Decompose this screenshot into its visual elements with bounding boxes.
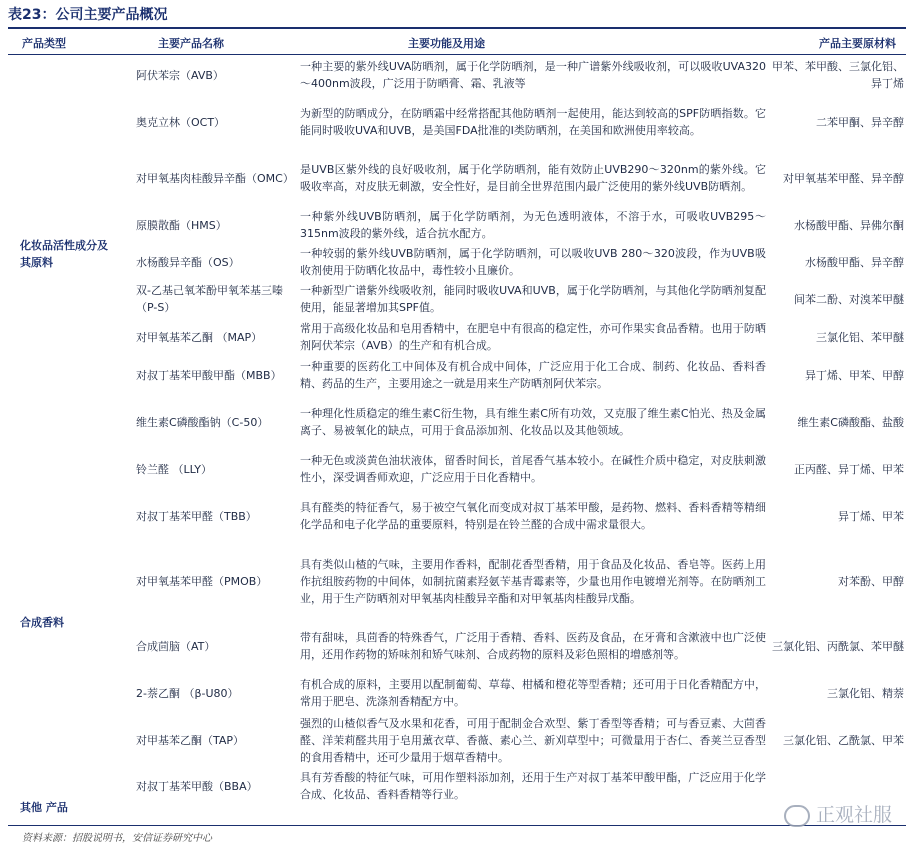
table-row: [8, 280, 906, 318]
table-row: [8, 206, 906, 244]
chat-logo-icon: [784, 805, 810, 827]
product-use: 强烈的山楂似香气及水果和花香，可用于配制金合欢型、紫丁香型等香精；可与香豆素、大茴香醛、洋茉莉醛共用于皂用薰衣草、香薇、素心兰、新刈草型中；可微量用于杏仁、香荚兰豆香型的食用香精中，还可少量用于烟草香精中。: [300, 716, 766, 764]
table-row: [8, 56, 906, 94]
table-header: [8, 32, 906, 54]
product-name: 对甲氧基肉桂酸异辛酯（OMC）: [136, 171, 294, 185]
product-name: 2-萘乙酮 （β-U80）: [136, 686, 239, 700]
product-material: 对甲氧基苯甲醛、异辛醇: [783, 171, 904, 185]
table-row: [8, 488, 906, 544]
top-rule: [8, 27, 906, 29]
product-material: 水杨酸甲酯、异辛醇: [805, 255, 904, 269]
product-name: 对叔丁基苯甲酸甲酯（MBB）: [136, 368, 282, 382]
product-material: 维生素C磷酸酯、盐酸: [797, 415, 904, 429]
table-row: [8, 544, 906, 618]
table-row: [8, 768, 906, 804]
table-row: [8, 150, 906, 206]
product-table: [8, 56, 906, 804]
table-title: 表23：公司主要产品概况: [8, 7, 168, 23]
header-raw-material: 产品主要原材料: [819, 37, 896, 50]
product-name: 对叔丁基苯甲酸（BBA）: [136, 779, 258, 793]
product-material: 甲苯、苯甲酸、三氯化铝、异丁烯: [772, 60, 904, 90]
product-material: 间苯二酚、对溴苯甲醚: [794, 292, 904, 306]
product-name: 水杨酸异辛酯（OS）: [136, 255, 240, 269]
product-use: 一种紫外线UVB防晒剂，属于化学防晒剂，为无色透明液体，不溶于水，可吸收UVB295～315nm波段的紫外线，适合抗水配方。: [300, 210, 766, 240]
table-row: [8, 318, 906, 356]
product-use: 一种较弱的紫外线UVB防晒剂，属于化学防晒剂，可以吸收UVB 280～320波段，作为UVB吸收剂使用于防晒化妆品中，毒性较小且廉价。: [300, 247, 766, 277]
product-use: 一种新型广谱紫外线吸收剂，能同时吸收UVA和UVB，属于化学防晒剂，与其他化学防晒剂复配使用，能显著增加其SPF值。: [300, 284, 766, 314]
product-name: 阿伏苯宗（AVB）: [136, 68, 224, 82]
table-row: [8, 712, 906, 768]
bottom-rule: [8, 825, 906, 826]
product-use: 具有醛类的特征香气，易于被空气氧化而变成对叔丁基苯甲酸，是药物、燃料、香料香精等精细化学品和电子化学品的重要原料，特别是在铃兰醛的合成中需求量很大。: [300, 501, 766, 531]
product-use: 具有类似山楂的气味，主要用作香料，配制花香型香精，用于食品及化妆品、香皂等。医药上用作抗组胺药物的中间体，如制抗菌素羟氨苄基青霉素等，少量也用作电镀增光剂等。在防晒剂工业，用于生产防晒剂对甲氧基肉桂酸异辛酯和对甲氧基肉桂酸异戊酯。: [300, 557, 766, 605]
product-name: 对甲氧基苯乙酮 （MAP）: [136, 330, 263, 344]
product-name: 对甲氧基苯甲醛（PMOB）: [136, 574, 268, 588]
header-function-use: 主要功能及用途: [408, 37, 485, 50]
product-use: 一种主要的紫外线UVA防晒剂，属于化学防晒剂，是一种广谱紫外线吸收剂，可以吸收UVA320～400nm波段，广泛用于防晒膏、霜、乳液等: [300, 60, 766, 90]
product-name: 合成茴脑（AT）: [136, 639, 216, 653]
product-name: 维生素C磷酸酯钠（C-50）: [136, 415, 269, 429]
table-row: [8, 674, 906, 712]
product-use: 一种无色或淡黄色油状液体，留香时间长，首尾香气基本较小。在碱性介质中稳定，对皮肤刺激性小，深受调香师欢迎，广泛应用于日化香精中。: [300, 454, 766, 484]
product-material: 异丁烯、甲苯: [838, 509, 904, 523]
product-material: 三氯化铝、乙酰氯、甲苯: [783, 733, 904, 747]
table-row: [8, 244, 906, 280]
table-row: [8, 94, 906, 150]
product-name: 对甲基苯乙酮（TAP）: [136, 733, 245, 747]
watermark: [784, 800, 892, 827]
product-name: 对叔丁基苯甲醛（TBB）: [136, 509, 257, 523]
product-material: 正丙醛、异丁烯、甲苯: [794, 462, 904, 476]
source-note: 资料来源：招股说明书，安信证券研究中心: [22, 833, 212, 844]
product-name: 原膜散酯（HMS）: [136, 218, 227, 232]
product-material: 对苯酚、甲醇: [838, 574, 904, 588]
product-material: 三氯化铝、丙酰氯、苯甲醚: [772, 639, 904, 653]
category-cosmetics: 化妆品活性成分及其原料: [20, 239, 108, 269]
product-use: 一种重要的医药化工中间体及有机合成中间体，广泛应用于化工合成、制药、化妆品、香料香精、药品的生产，主要用途之一就是用来生产防晒剂阿伏苯宗。: [300, 360, 766, 390]
header-rule: [8, 54, 906, 55]
product-material: 二苯甲酮、异辛醇: [816, 115, 904, 129]
category-synthetic-fragrance: 合成香料: [20, 616, 64, 629]
product-use: 有机合成的原料，主要用以配制葡萄、草莓、柑橘和橙花等型香精；还可用于日化香精配方中，常用于肥皂、洗涤剂香精配方中。: [300, 678, 766, 708]
product-name: 奥克立林（OCT）: [136, 115, 226, 129]
product-material: 三氯化铝、精萘: [827, 686, 904, 700]
product-use: 为新型的防晒成分，在防晒霜中经常搭配其他防晒剂一起使用，能达到较高的SPF防晒指数。它能同时吸收UVA和UVB，是美国FDA批准的I类防晒剂，在美国和欧洲使用率较高。: [300, 107, 766, 137]
product-material: 三氯化铝、苯甲醚: [816, 330, 904, 344]
table-row: [8, 394, 906, 450]
product-material: 异丁烯、甲苯、甲醇: [805, 368, 904, 382]
table-row: [8, 618, 906, 674]
product-material: 水杨酸甲酯、异佛尔酮: [794, 218, 904, 232]
product-name: 双-乙基己氧苯酚甲氧苯基三嗪（P-S）: [136, 284, 283, 314]
product-use: 具有芳香酸的特征气味，可用作塑料添加剂，还用于生产对叔丁基苯甲酸甲酯，广泛应用于化学合成、化妆品、香料香精等行业。: [300, 771, 766, 801]
product-use: 带有甜味，具茴香的特殊香气，广泛用于香精、香料、医药及食品，在牙膏和含漱液中也广泛使用，还用作药物的矫味剂和矫气味剂、合成药物的原料及彩色照相的增感剂等。: [300, 631, 766, 661]
category-other: 其他 产品: [20, 801, 68, 814]
product-use: 是UVB区紫外线的良好吸收剂，属于化学防晒剂，能有效防止UVB290～320nm的紫外线。它吸收率高，对皮肤无刺激，安全性好，是目前全世界范围内最广泛使用的紫外线UVB防晒剂。: [300, 163, 766, 193]
product-use: 一种理化性质稳定的维生素C衍生物，具有维生素C所有功效，又克服了维生素C怕光、热及金属离子、易被氧化的缺点，可用于食品添加剂、化妆品以及其他领域。: [300, 407, 766, 437]
table-row: [8, 356, 906, 394]
product-use: 常用于高级化妆品和皂用香精中，在肥皂中有很高的稳定性，亦可作果实食品香精。也用于防晒剂阿伏苯宗（AVB）的生产和有机合成。: [300, 322, 766, 352]
table-row: [8, 450, 906, 488]
header-product-type: 产品类型: [22, 37, 66, 50]
header-product-name: 主要产品名称: [158, 37, 224, 50]
watermark-text: 正观社服: [815, 804, 892, 826]
product-material: [768, 768, 906, 804]
product-name: 铃兰醛 （LLY）: [136, 462, 213, 476]
